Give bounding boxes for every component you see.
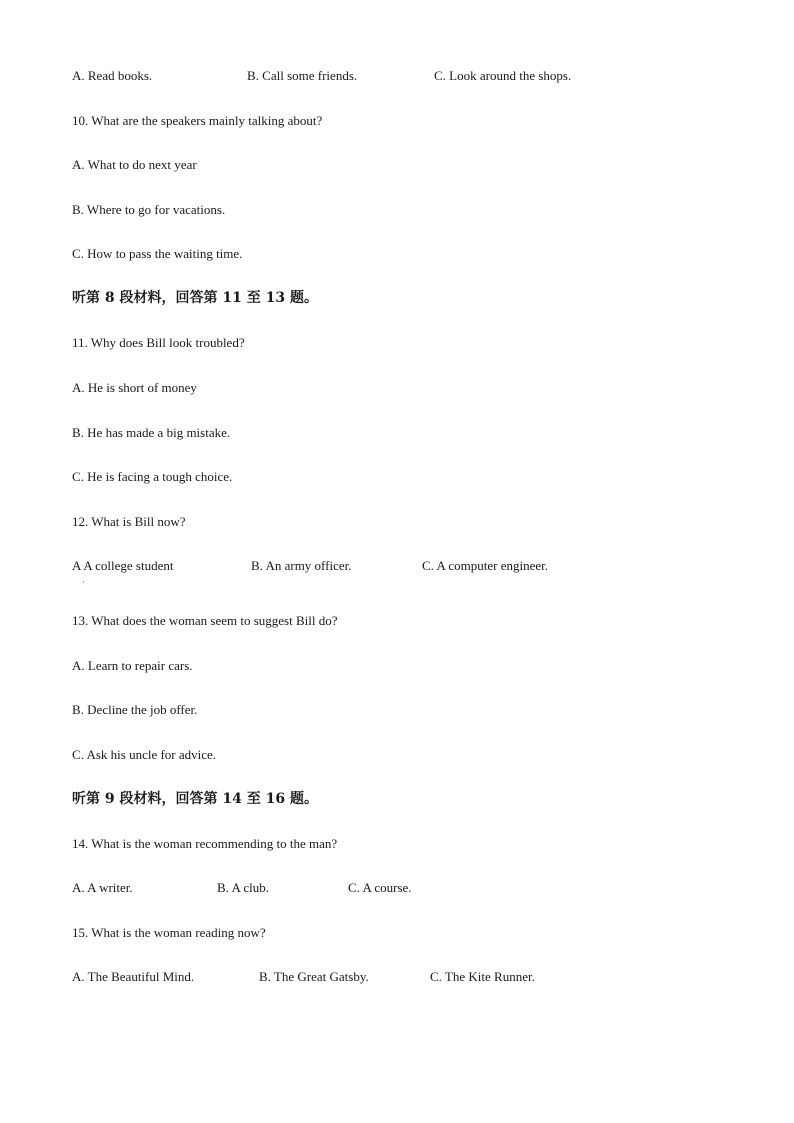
q10-option-b: B. Where to go for vacations. xyxy=(72,202,226,217)
q9-option-c: C. Look around the shops. xyxy=(434,68,572,83)
q14-stem: 14. What is the woman recommending to the man? xyxy=(72,836,338,851)
q9-option-a: A. Read books. xyxy=(72,68,153,83)
q11-option-a: A. He is short of money xyxy=(72,380,197,395)
stray-dot-mark: · xyxy=(82,578,85,587)
q12-option-a: A A college student xyxy=(72,558,174,573)
q11-stem: 11. Why does Bill look troubled? xyxy=(72,335,245,350)
q15-option-b: B. The Great Gatsby. xyxy=(259,969,369,984)
q14-option-c: C. A course. xyxy=(348,880,412,895)
q11-option-c: C. He is facing a tough choice. xyxy=(72,469,233,484)
q13-option-b: B. Decline the job offer. xyxy=(72,702,198,717)
section-8-heading: 听第 8 段材料，回答第 11 至 13 题。 xyxy=(72,290,318,306)
q10-option-a: A. What to do next year xyxy=(72,157,197,172)
q13-option-a: A. Learn to repair cars. xyxy=(72,658,193,673)
q15-option-a: A. The Beautiful Mind. xyxy=(72,969,195,984)
q13-option-c: C. Ask his uncle for advice. xyxy=(72,747,217,762)
q12-option-b: B. An army officer. xyxy=(251,558,352,573)
q15-stem: 15. What is the woman reading now? xyxy=(72,925,266,940)
q10-option-c: C. How to pass the waiting time. xyxy=(72,246,243,261)
section-9-heading: 听第 9 段材料，回答第 14 至 16 题。 xyxy=(72,791,318,807)
q14-option-a: A. A writer. xyxy=(72,880,133,895)
q14-option-b: B. A club. xyxy=(217,880,270,895)
q12-stem: 12. What is Bill now? xyxy=(72,514,186,529)
q9-option-b: B. Call some friends. xyxy=(247,68,358,83)
q10-stem: 10. What are the speakers mainly talking about? xyxy=(72,113,323,128)
q13-stem: 13. What does the woman seem to suggest Bill do? xyxy=(72,613,338,628)
q11-option-b: B. He has made a big mistake. xyxy=(72,425,231,440)
q15-option-c: C. The Kite Runner. xyxy=(430,969,535,984)
q12-option-c: C. A computer engineer. xyxy=(422,558,549,573)
